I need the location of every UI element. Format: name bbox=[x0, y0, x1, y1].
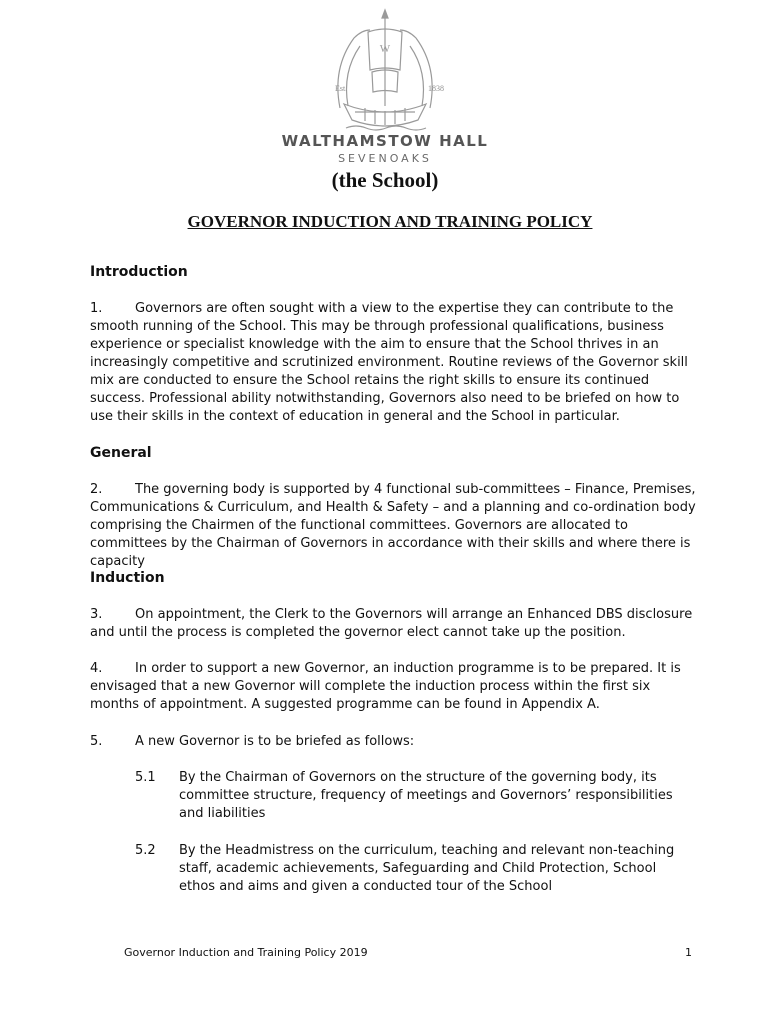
paragraph-number: 2. bbox=[90, 482, 103, 497]
paragraph-text: The governing body is supported by 4 functional sub-committees – Finance, Premises, Communications & Curriculum, and Health & Safety – and a planning and co-ordination body comprising the Chairmen of the functional committees. Governors are allocated to committees by the Chairman of Governors in accordance with their skills and where there is capacity bbox=[90, 482, 696, 569]
school-crest-logo bbox=[310, 8, 460, 136]
crest-est-label: Est. bbox=[335, 84, 348, 93]
paragraph-text: On appointment, the Clerk to the Governors will arrange an Enhanced DBS disclosure and until the process is completed the governor elect cannot take up the position. bbox=[90, 607, 693, 640]
subparagraph-text: By the Headmistress on the curriculum, teaching and relevant non-teaching staff, academic achievements, Safeguarding and Child Protection, School ethos and aims and given a conducted tour of the School bbox=[179, 843, 675, 894]
crest-monogram: W bbox=[379, 43, 391, 55]
heading-induction: Induction bbox=[90, 570, 165, 586]
footer-document-name: Governor Induction and Training Policy 2019 bbox=[124, 946, 368, 959]
school-name: WALTHAMSTOW HALL bbox=[281, 132, 489, 150]
paragraph-text: In order to support a new Governor, an induction programme is to be prepared. It is envisaged that a new Governor will complete the induction process within the first six months of appointment. A suggested programme can be found in Appendix A. bbox=[90, 661, 681, 712]
subparagraph-number: 5.2 bbox=[135, 843, 156, 858]
paragraph-2 bbox=[90, 481, 702, 571]
subparagraph-text: By the Chairman of Governors on the structure of the governing body, its committee structure, frequency of meetings and Governors’ responsibilities and liabilities bbox=[179, 770, 673, 821]
ship-crest-icon bbox=[310, 8, 460, 136]
paragraph-text: A new Governor is to be briefed as follows: bbox=[135, 734, 415, 749]
document-title: GOVERNOR INDUCTION AND TRAINING POLICY bbox=[187, 212, 593, 231]
paragraph-4 bbox=[90, 660, 702, 714]
subparagraph-5-1 bbox=[135, 769, 695, 823]
paragraph-number: 4. bbox=[90, 661, 103, 676]
document-subtitle: (the School) bbox=[331, 168, 439, 192]
heading-introduction: Introduction bbox=[90, 264, 188, 280]
paragraph-number: 1. bbox=[90, 301, 103, 316]
paragraph-3 bbox=[90, 606, 702, 642]
paragraph-text: Governors are often sought with a view to the expertise they can contribute to the smooth running of the School. This may be through professional qualifications, business experience or specialist knowledge with the aim to ensure that the School thrives in an increasingly competitive and scrutinized environment. Routine reviews of the Governor skill mix are conducted to ensure the School retains the right skills to ensure its continued success. Professional ability notwithstanding, Governors also need to be briefed on how to use their skills in the context of education in general and the School in particular. bbox=[90, 301, 688, 424]
paragraph-5 bbox=[90, 733, 702, 751]
crest-year-label: 1838 bbox=[428, 84, 444, 93]
subparagraph-5-2 bbox=[135, 842, 695, 896]
footer-page-number: 1 bbox=[685, 946, 692, 959]
paragraph-number: 5. bbox=[90, 734, 103, 749]
paragraph-1 bbox=[90, 300, 702, 426]
paragraph-number: 3. bbox=[90, 607, 103, 622]
heading-general: General bbox=[90, 445, 152, 461]
subparagraph-number: 5.1 bbox=[135, 770, 156, 785]
school-location: SEVENOAKS bbox=[338, 152, 432, 165]
